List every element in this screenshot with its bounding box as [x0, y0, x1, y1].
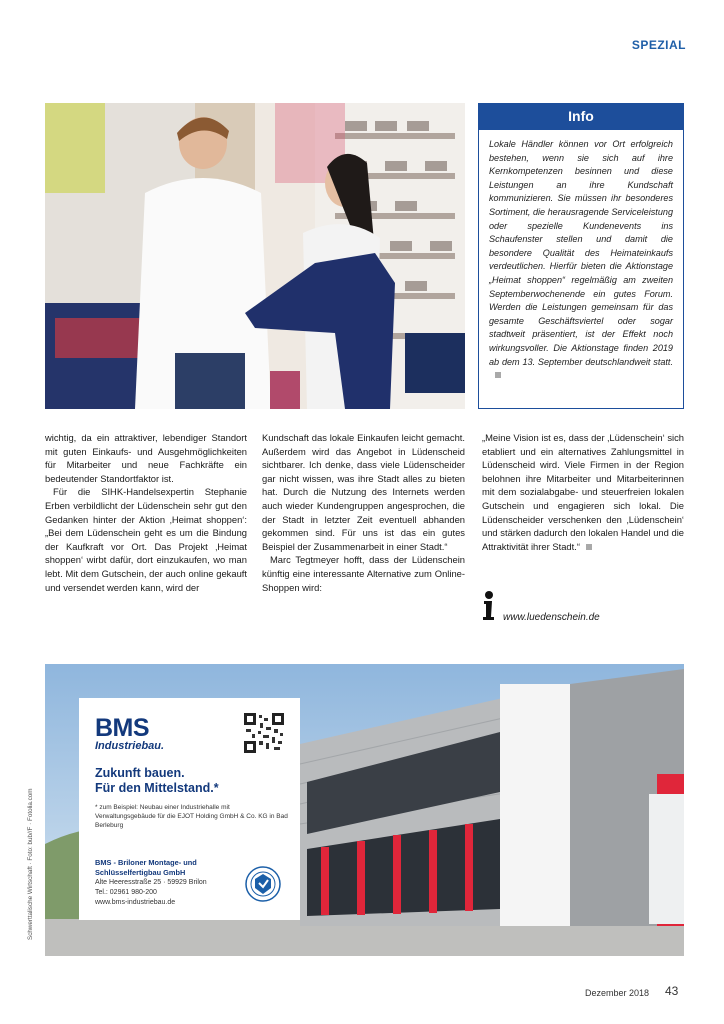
ad-slogan-line-1: Zukunft bauen. [95, 766, 185, 780]
ad-card [79, 698, 300, 920]
info-box [478, 103, 684, 409]
article-paragraph: Für die SIHK-Handelsexpertin Stephanie Erben verbildlicht der Lüdenschein sehr gut den Gedanken hinter der Aktion ‚Heimat shoppen‘: „Bei dem Lüdenschein geht es um die Bindung der Kaufkraft vor Ort. Das Projekt ‚Heimat shoppen‘ wirbt dafür, dort einzukaufen, wo man lebt. Mit dem Gutschein, der auch online gekauft und versendet werden kann, wird der [45, 486, 247, 593]
info-box-body [478, 130, 684, 409]
info-box-text [479, 130, 683, 383]
website-link[interactable]: www.luedenschein.de [503, 612, 600, 623]
ad-company-name [95, 858, 197, 878]
ad-slogan [95, 766, 219, 796]
address-website[interactable]: www.bms-industriebau.de [95, 898, 176, 906]
info-box-title: Info [478, 103, 684, 130]
article-paragraph: Marc Tegtmeyer hofft, dass der Lüdenschein künftig eine interessante Alternative zum Online-Shoppen wird: [262, 554, 465, 593]
article-column-2 [262, 431, 465, 594]
article-paragraph [482, 431, 684, 553]
end-mark-icon [495, 372, 501, 378]
article-quote: „Meine Vision ist es, dass der ‚Lüdenschein‘ sich etabliert und ein alternatives Zahlungsmittel in Lüdenscheid wird. Viele Firmen in der Region belohnen ihre Mitarbeiter und Mitarbeiterinnen mit dem sozialabgabe- und steuerfreien lokalen Gutschein und engagieren sich lokal. Die Lüdenscheider verschenken den ‚Lüdenschein‘ und stärken dadurch den lokalen Handel und die Attraktivität ihrer Stadt.“ [482, 432, 684, 552]
photo-credit-text: Schwerttalische Wirtschaft · Foto: bub//F · Fotolia.com [27, 788, 34, 940]
shop-scene-illustration [45, 103, 465, 409]
company-line-1: BMS - Briloner Montage- und [95, 858, 197, 867]
ad-footnote: * zum Beispiel: Neubau einer Industriehalle mit Verwaltungsgebäude für die EJOT Holding GmbH & Co. KG in Bad Berleburg [95, 804, 288, 829]
bms-logo-subtitle: Industriebau. [95, 740, 165, 752]
article-column-1 [45, 431, 247, 594]
certification-seal-icon [245, 866, 281, 902]
info-icon [482, 590, 496, 620]
issue-date: Dezember 2018 [585, 988, 650, 998]
page-number: 43 [665, 984, 679, 998]
article-photo [45, 103, 465, 409]
info-box-paragraph: Lokale Händler können vor Ort erfolgreich bestehen, wenn sie sich auf ihre Kernkompetenzen besinnen und diese Leistungen an ihre Kundschaft kommunizieren. Sie müssen ihr besonderes Sortiment, die herausragende Serviceleistung oder spezielle Kundenevents ins Schaufenster stellen und damit die besondere Qualität des Heimateinkaufs verdeutlichen. Hierfür bieten die Aktionstage „Heimat shoppen“ regelmäßig am zweiten Septemberwochenende ein gutes Forum. Werden die Leistungen gemeinsam für das gesamte Geschäftsviertel oder sogar stadtweit präsentiert, ist der Effekt noch wirkungsvoller. Die Aktionstage finden 2019 ab dem 13. September deutschlandweit statt. [489, 139, 674, 367]
article-column-3 [482, 431, 684, 553]
end-mark-icon [586, 544, 592, 550]
address-phone: Tel.: 02961 980-200 [95, 888, 157, 896]
section-label: SPEZIAL [631, 38, 686, 52]
article-paragraph: wichtig, da ein attraktiver, lebendiger Standort mit guten Einkaufs- und Ausgehmöglichkeiten für Mitarbeiter und neue Fachkräfte ein bedeutender Standortfaktor ist. [45, 432, 247, 484]
company-line-2: Schlüsselfertigbau GmbH [95, 868, 186, 877]
address-street: Alte Heeresstraße 25 · 59929 Brilon [95, 879, 207, 886]
ad-slogan-line-2: Für den Mittelstand.* [95, 781, 219, 795]
photo-credit [22, 780, 36, 940]
ad-address [95, 878, 207, 907]
bms-logo: BMS [95, 714, 150, 742]
qr-code-icon[interactable] [244, 713, 284, 753]
article-paragraph: Kundschaft das lokale Einkaufen leicht gemacht. Außerdem wird das Angebot in Lüdenscheid sichtbarer. Ich denke, dass viele Lüdenscheider gar nicht wissen, was ihre Stadt alles zu bieten hat. Durch die Nutzung des Internets werden auch wieder Kundengruppen angesprochen, die der Stadt in letzter Zeit eventuell abhanden gekommen sind. Für uns ist das ein gutes Beispiel der Zusammenarbeit in einer Stadt.“ [262, 432, 465, 552]
